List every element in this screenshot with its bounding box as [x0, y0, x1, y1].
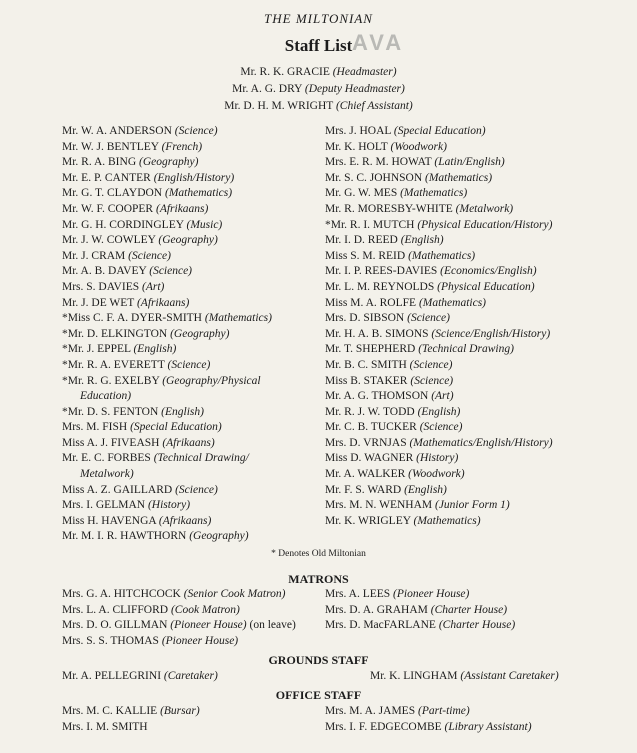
staff-name: Mrs. I. GELMAN — [62, 499, 146, 512]
staff-entry — [325, 420, 553, 436]
staff-entry — [325, 233, 553, 249]
staff-name: Mr. W. A. ANDERSON — [62, 125, 172, 137]
staff-entry — [325, 327, 553, 343]
staff-entry — [62, 280, 272, 296]
staff-name: Mr. I. P. REES-DAVIES — [325, 265, 438, 278]
staff-role: (Pioneer House) — [393, 588, 470, 600]
staff-name: Mr. E. P. CANTER — [62, 171, 151, 184]
staff-role: (Geography) — [139, 156, 199, 169]
staff-entry — [62, 669, 218, 685]
staff-name: Mr. R. MORESBY-WHITE — [325, 202, 453, 215]
staff-name: Mrs. A. LEES — [325, 588, 391, 600]
staff-entry — [62, 374, 272, 390]
staff-role: (Assistant Caretaker) — [460, 670, 559, 682]
staff-name: Mrs. S. S. THOMAS — [62, 634, 159, 647]
staff-entry — [325, 720, 532, 736]
staff-name: Mr. E. C. FORBES — [62, 452, 151, 465]
staff-role: (Mathematics/English/History) — [409, 436, 553, 449]
staff-name: Mrs. D. SIBSON — [325, 312, 405, 325]
head-staff-line — [0, 83, 637, 95]
staff-role: (Woodwork) — [390, 140, 447, 153]
staff-name: Mr. J. CRAM — [62, 249, 126, 262]
staff-entry — [325, 618, 515, 634]
staff-name: Mrs. I. F. EDGECOMBE — [325, 720, 442, 733]
staff-name: Mr. I. D. REED — [325, 234, 398, 247]
staff-role: (Physical Education) — [437, 280, 535, 293]
staff-role: (Technical Drawing) — [418, 343, 514, 356]
staff-name: *Mr. D. S. FENTON — [62, 405, 159, 418]
staff-name: Mr. S. C. JOHNSON — [325, 171, 423, 184]
staff-name: Mr. R. K. GRACIE — [240, 66, 330, 78]
office-column-left — [62, 704, 200, 735]
staff-entry — [62, 483, 272, 499]
staff-name: Mrs. I. M. SMITH — [62, 720, 148, 733]
bleed-through-mark: AVA — [352, 30, 405, 55]
staff-name: Mrs. M. N. WENHAM — [325, 499, 433, 512]
staff-entry — [62, 704, 200, 720]
staff-entry — [62, 202, 272, 218]
staff-role: (Woodwork) — [408, 468, 465, 481]
staff-role: (Science) — [410, 374, 454, 387]
staff-entry — [325, 436, 553, 452]
staff-entry — [62, 467, 272, 483]
staff-name: Mrs. D. MacFARLANE — [325, 619, 436, 632]
staff-role: (Mathematics) — [418, 296, 487, 309]
staff-entry — [62, 603, 296, 619]
staff-name: Mr. C. B. TUCKER — [325, 421, 417, 434]
staff-name: Miss H. HAVENGA — [62, 514, 157, 527]
staff-entry — [325, 358, 553, 374]
staff-role: (Technical Drawing/ — [153, 452, 249, 465]
staff-name: Miss A. Z. GAILLARD — [62, 483, 173, 496]
section-heading-grounds-staff: GROUNDS STAFF — [268, 653, 369, 667]
staff-entry — [325, 514, 553, 530]
grounds-column-left — [62, 669, 218, 685]
staff-role: (English) — [400, 234, 444, 247]
staff-name: *Mr. R. I. MUTCH — [325, 218, 415, 231]
staff-entry — [62, 296, 272, 312]
staff-entry — [62, 327, 272, 343]
footnote: * Denotes Old Miltonian — [271, 549, 366, 559]
staff-name: Mr. G. T. CLAYDON — [62, 187, 163, 200]
staff-name: Mr. H. A. B. SIMONS — [325, 327, 429, 340]
staff-name: Mr. M. I. R. HAWTHORN — [62, 530, 187, 543]
staff-name: Mrs. J. HOAL — [325, 125, 392, 137]
section-heading-matrons: MATRONS — [288, 572, 349, 586]
staff-role: (English) — [133, 343, 177, 356]
staff-role: (Afrikaans) — [136, 296, 190, 309]
staff-entry — [370, 669, 559, 685]
staff-name: Mr. A. G. THOMSON — [325, 390, 429, 403]
staff-entry — [62, 171, 272, 187]
staff-entry — [325, 249, 553, 265]
staff-name: Mrs. S. DAVIES — [62, 280, 140, 293]
staff-entry — [325, 467, 553, 483]
staff-entry — [325, 218, 553, 234]
staff-role: (History) — [147, 499, 191, 512]
staff-note: (on leave) — [249, 619, 296, 632]
staff-name: Mr. T. SHEPHERD — [325, 343, 416, 356]
staff-entry — [325, 389, 553, 405]
staff-entry — [325, 498, 553, 514]
staff-entry — [325, 342, 553, 358]
staff-role: (English) — [417, 405, 461, 418]
staff-entry — [325, 603, 515, 619]
staff-entry — [62, 720, 200, 736]
staff-role: (Caretaker) — [163, 670, 218, 682]
staff-role: (Geography) — [170, 327, 230, 340]
staff-name: Mr. W. F. COOPER — [62, 202, 154, 215]
staff-entry — [325, 155, 553, 171]
staff-name: Miss M. A. ROLFE — [325, 296, 417, 309]
staff-name: Mr. J. DE WET — [62, 296, 135, 309]
staff-role: (Science) — [149, 265, 193, 278]
staff-role: (Pioneer House) — [161, 634, 239, 647]
staff-role: (Science) — [175, 483, 218, 496]
staff-entry — [62, 186, 272, 202]
staff-entry — [62, 140, 272, 156]
staff-role: (Science) — [174, 125, 218, 137]
staff-name: Mrs. G. A. HITCHCOCK — [62, 588, 181, 600]
staff-entry — [325, 140, 553, 156]
staff-role: (Music) — [186, 218, 223, 231]
staff-name: Mr. B. C. SMITH — [325, 358, 407, 371]
staff-entry — [62, 124, 272, 140]
head-staff-line — [0, 66, 637, 78]
staff-name: Mr. G. W. MES — [325, 187, 398, 200]
staff-name: Mr. A. B. DAVEY — [62, 265, 147, 278]
staff-name: Mr. J. W. COWLEY — [62, 234, 156, 247]
staff-name: Mrs. E. R. M. HOWAT — [325, 156, 432, 169]
staff-role: Education) — [80, 390, 132, 403]
staff-entry — [62, 218, 272, 234]
staff-entry — [325, 451, 553, 467]
staff-entry — [62, 618, 296, 634]
staff-entry — [62, 389, 272, 405]
staff-entry — [62, 233, 272, 249]
staff-name: Mr. R. A. BING — [62, 156, 137, 169]
staff-name: Miss B. STAKER — [325, 374, 408, 387]
staff-entry — [62, 420, 272, 436]
staff-name: Mr. W. J. BENTLEY — [62, 140, 159, 153]
staff-role: (Special Education) — [393, 125, 486, 137]
staff-entry — [62, 529, 272, 545]
staff-role: (Bursar) — [160, 705, 200, 717]
staff-role: (Mathematics) — [204, 312, 272, 325]
staff-role: (Science/English/History) — [431, 327, 551, 340]
head-staff-line — [0, 100, 637, 112]
staff-entry — [325, 374, 553, 390]
staff-role: (English/History) — [153, 171, 235, 184]
staff-column-left — [62, 124, 272, 545]
staff-role: (Afrikaans) — [155, 202, 209, 215]
office-column-right — [325, 704, 532, 735]
staff-name: *Mr. R. A. EVERETT — [62, 358, 165, 371]
staff-role: (Science) — [167, 358, 211, 371]
staff-name: Mrs. M. A. JAMES — [325, 705, 416, 717]
staff-role: (Geography) — [158, 234, 218, 247]
section-heading-office-staff: OFFICE STAFF — [275, 688, 362, 702]
staff-role: (Economics/English) — [440, 265, 537, 278]
staff-name: Mr. G. H. CORDINGLEY — [62, 218, 184, 231]
staff-name: Mrs. D. A. GRAHAM — [325, 603, 428, 616]
staff-name: Mrs. M. C. KALLIE — [62, 705, 158, 717]
staff-entry — [325, 186, 553, 202]
staff-entry — [62, 342, 272, 358]
staff-entry — [62, 264, 272, 280]
staff-role: (Cook Matron) — [170, 603, 240, 616]
staff-role: (Art) — [141, 280, 165, 293]
staff-name: Mr. K. HOLT — [325, 140, 388, 153]
staff-entry — [325, 587, 515, 603]
staff-entry — [325, 704, 532, 720]
staff-name: Mrs. M. FISH — [62, 421, 128, 434]
staff-name: *Mr. D. ELKINGTON — [62, 327, 168, 340]
staff-name: Mr. K. WRIGLEY — [325, 514, 411, 527]
staff-role: (Part-time) — [417, 705, 470, 717]
staff-role: (Latin/English) — [434, 156, 505, 169]
staff-entry — [325, 405, 553, 421]
staff-name: Miss D. WAGNER — [325, 452, 414, 465]
staff-role: (Pioneer House) — [170, 619, 247, 632]
matrons-column-right — [325, 587, 515, 634]
staff-entry — [62, 358, 272, 374]
staff-entry — [325, 296, 553, 312]
staff-entry — [62, 634, 296, 650]
staff-name: Miss S. M. REID — [325, 249, 406, 262]
staff-role: (Library Assistant) — [444, 720, 532, 733]
staff-role: (Metalwork) — [455, 202, 514, 215]
staff-role: (Mathematics) — [408, 249, 476, 262]
staff-name: Mrs. D. VRNJAS — [325, 436, 407, 449]
page-title: Staff List — [284, 36, 353, 55]
staff-name: *Mr. J. EPPEL — [62, 343, 131, 356]
staff-name: Mrs. L. A. CLIFFORD — [62, 603, 169, 616]
staff-name: Mr. A. WALKER — [325, 468, 406, 481]
staff-entry — [62, 436, 272, 452]
staff-role: (Science) — [128, 249, 171, 262]
staff-entry — [325, 202, 553, 218]
staff-role: (Afrikaans) — [162, 436, 215, 449]
staff-name: Mr. A. PELLEGRINI — [62, 670, 162, 682]
staff-entry — [62, 249, 272, 265]
staff-entry — [325, 171, 553, 187]
staff-role: (Chief Assistant) — [335, 100, 413, 112]
staff-role: (Senior Cook Matron) — [183, 588, 286, 600]
staff-role: (Mathematics) — [400, 187, 468, 200]
staff-role: (Charter House) — [438, 619, 516, 632]
staff-role: (Physical Education/History) — [417, 218, 553, 231]
staff-role: (History) — [416, 452, 459, 465]
staff-role: (Deputy Headmaster) — [304, 83, 405, 95]
staff-role: (Art) — [431, 390, 454, 403]
grounds-column-right — [370, 669, 559, 685]
staff-role: (Science) — [409, 358, 453, 371]
staff-role: (French) — [161, 140, 203, 153]
staff-role: (Mathematics) — [413, 514, 481, 527]
staff-entry — [325, 280, 553, 296]
staff-name: Miss A. J. FIVEASH — [62, 436, 160, 449]
staff-name: Mr. R. J. W. TODD — [325, 405, 415, 418]
staff-entry — [62, 405, 272, 421]
staff-entry — [325, 311, 553, 327]
staff-entry — [62, 587, 296, 603]
staff-name: Mr. D. H. M. WRIGHT — [224, 100, 334, 112]
staff-entry — [325, 264, 553, 280]
staff-role: (Mathematics) — [164, 187, 233, 200]
staff-entry — [62, 311, 272, 327]
staff-role: (English) — [161, 405, 204, 418]
staff-role: (English) — [404, 483, 447, 496]
staff-entry — [62, 514, 272, 530]
matrons-column-left — [62, 587, 296, 649]
staff-entry — [62, 498, 272, 514]
staff-entry — [62, 155, 272, 171]
staff-role: (Geography/Physical — [162, 374, 261, 387]
staff-role: (Mathematics) — [425, 171, 493, 184]
staff-name: Mr. A. G. DRY — [232, 83, 303, 95]
staff-role: (Special Education) — [130, 421, 222, 434]
staff-column-right — [325, 124, 553, 529]
staff-role: Metalwork) — [80, 468, 134, 481]
staff-name: Mr. F. S. WARD — [325, 483, 402, 496]
staff-role: (Science) — [407, 312, 450, 325]
staff-role: (Afrikaans) — [158, 514, 212, 527]
staff-name: Mr. L. M. REYNOLDS — [325, 280, 435, 293]
staff-name: *Miss C. F. A. DYER-SMITH — [62, 312, 202, 325]
staff-role: (Charter House) — [430, 603, 508, 616]
staff-role: (Geography) — [189, 530, 249, 543]
staff-role: (Science) — [419, 421, 463, 434]
journal-title: THE MILTONIAN — [264, 11, 373, 26]
staff-entry — [62, 451, 272, 467]
staff-name: Mr. K. LINGHAM — [370, 670, 458, 682]
staff-entry — [325, 124, 553, 140]
staff-name: Mrs. D. O. GILLMAN — [62, 619, 168, 632]
staff-entry — [325, 483, 553, 499]
staff-name: *Mr. R. G. EXELBY — [62, 374, 160, 387]
staff-role: (Junior Form 1) — [435, 499, 510, 512]
staff-role: (Headmaster) — [332, 66, 397, 78]
